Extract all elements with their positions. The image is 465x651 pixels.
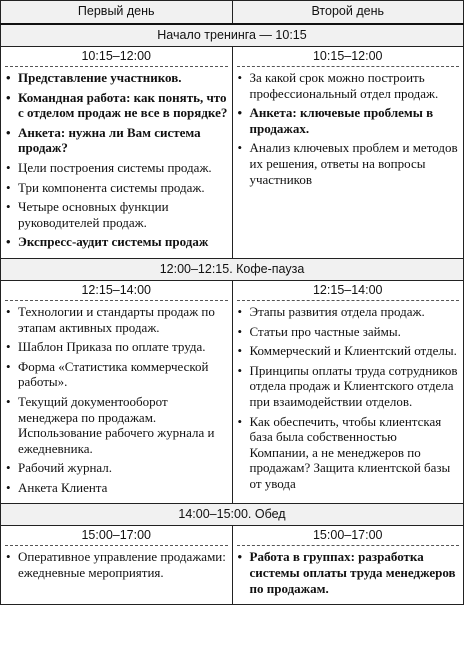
header-day2: Второй день (232, 1, 464, 25)
list-item: • Анкета: нужна ли Вам система продаж? (5, 125, 228, 156)
list-item: • За какой срок можно построить профессиональный отдел продаж. (237, 70, 460, 101)
session-1-day1-time: 10:15–12:00 (5, 47, 228, 67)
header-row (1, 1, 464, 25)
session-3-day1-time: 15:00–17:00 (5, 526, 228, 546)
list-item: • Анкета: ключевые проблемы в продажах. (237, 105, 460, 136)
list-item: • Форма «Статистика коммерческой работы». (5, 359, 228, 390)
separator-coffee (1, 258, 464, 280)
list-item: • Коммерческий и Клиентский отделы. (237, 343, 460, 359)
list-item: • Анкета Клиента (5, 480, 228, 496)
session-1-row (1, 47, 464, 259)
session-3-day2-time: 15:00–17:00 (237, 526, 460, 546)
session-2-day2 (232, 280, 464, 504)
session-2-day1-time: 12:15–14:00 (5, 281, 228, 301)
list-item: • Статьи про частные займы. (237, 324, 460, 340)
session-2-day2-list (233, 301, 464, 498)
session-2-day2-time: 12:15–14:00 (237, 281, 460, 301)
session-1-day2 (232, 47, 464, 259)
separator-lunch (1, 504, 464, 526)
session-1-day1 (1, 47, 233, 259)
session-2-day1 (1, 280, 233, 504)
list-item: • Как обеспечить, чтобы клиентская база была собственностью Компании, а не менеджеров по продажам? Защита клиентской базы от увода (237, 414, 460, 492)
start-label: Начало тренинга — 10:15 (1, 24, 464, 47)
session-3-day1-list (1, 546, 232, 586)
list-item: • Командная работа: как понять, что с отделом продаж не все в порядке? (5, 90, 228, 121)
session-3-row (1, 526, 464, 605)
list-item: • Работа в группах: разработка системы оплаты труда менеджеров по продажам. (237, 549, 460, 596)
session-1-day2-list (233, 67, 464, 193)
list-item: • Рабочий журнал. (5, 460, 228, 476)
list-item: • Принципы оплаты труда сотрудников отдела продаж и Клиентского отдела при взаимодействии отделов. (237, 363, 460, 410)
lunch-label: 14:00–15:00. Обед (1, 504, 464, 526)
list-item: • Анализ ключевых проблем и методов их решения, ответы на вопросы участников (237, 140, 460, 187)
session-1-day1-list (1, 67, 232, 256)
session-2-day1-list (1, 301, 232, 502)
list-item: • Технологии и стандарты продаж по этапам активных продаж. (5, 304, 228, 335)
list-item: • Этапы развития отдела продаж. (237, 304, 460, 320)
session-2-row (1, 280, 464, 504)
header-day1: Первый день (1, 1, 233, 25)
list-item: • Текущий документооборот менеджера по продажам. Использование рабочего журнала и ежедневника. (5, 394, 228, 456)
session-1-day2-time: 10:15–12:00 (237, 47, 460, 67)
list-item: • Представление участников. (5, 70, 228, 86)
coffee-label: 12:00–12:15. Кофе-пауза (1, 258, 464, 280)
list-item: • Шаблон Приказа по оплате труда. (5, 339, 228, 355)
list-item: • Четыре основных функции руководителей продаж. (5, 199, 228, 230)
list-item: • Оперативное управление продажами: ежедневные мероприятия. (5, 549, 228, 580)
list-item: • Цели построения системы продаж. (5, 160, 228, 176)
list-item: • Экспресс-аудит системы продаж (5, 234, 228, 250)
session-3-day2 (232, 526, 464, 605)
list-item: • Три компонента системы продаж. (5, 180, 228, 196)
separator-start (1, 24, 464, 47)
session-3-day1 (1, 526, 233, 605)
session-3-day2-list (233, 546, 464, 602)
